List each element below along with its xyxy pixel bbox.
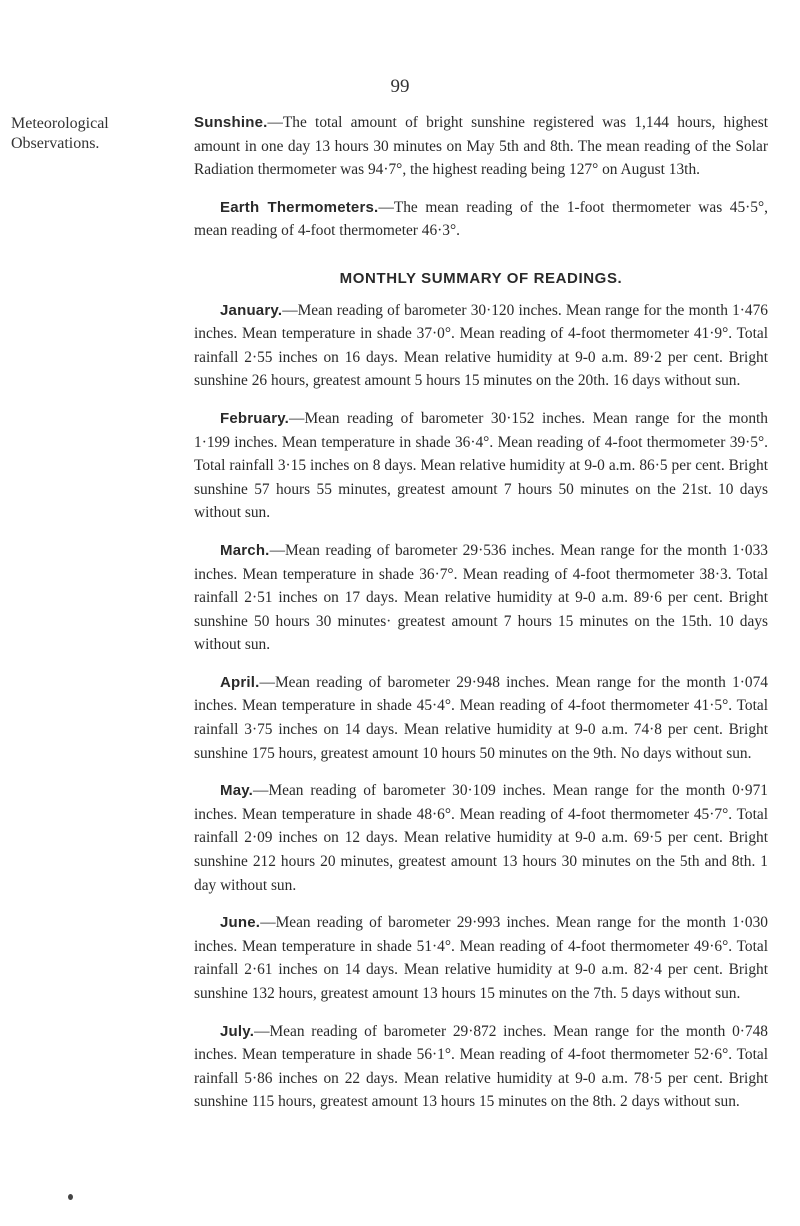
month-paragraph-may <box>194 779 768 897</box>
ink-dot <box>68 1194 73 1200</box>
month-heading: February. <box>220 409 290 427</box>
earth-thermometers-heading: Earth Thermometers. <box>220 198 379 216</box>
month-paragraph-july <box>194 1020 768 1114</box>
page-number: 99 <box>390 76 410 97</box>
month-text: —Mean reading of barometer 29·948 inches. Mean range for the month 1·074 inches. Mean temperature in shade 45·4°. Mean reading of 4-foot thermometer 41·5°. Total rainfall 3·75 inches on 14 days. Mean relative humidity at 9-0 a.m. 74·8 per cent. Bright sunshine 175 hours, greatest amount 10 hours 50 minutes on the 9th. No days without sun. <box>194 673 768 762</box>
month-paragraph-april <box>194 671 768 765</box>
month-text: —Mean reading of barometer 29·993 inches. Mean range for the month 1·030 inches. Mean temperature in shade 51·4°. Mean reading of 4-foot thermometer 49·6°. Total rainfall 2·61 inches on 14 days. Mean relative humidity at 9-0 a.m. 82·4 per cent. Bright sunshine 132 hours, greatest amount 13 hours 15 minutes on the 7th. 5 days without sun. <box>194 914 768 1002</box>
margin-note: Meteorological Observations. <box>11 115 109 152</box>
month-text: —Mean reading of barometer 29·536 inches. Mean range for the month 1·033 inches. Mean temperature in shade 36·7°. Mean reading of 4-foot thermometer 38·3. Total rainfall 2·51 inches on 17 days. Mean relative humidity at 9-0 a.m. 89·6 per cent. Bright sunshine 50 hours 30 minutes· greatest amount 7 hours 15 minutes on the 15th. 10 days without sun. <box>194 541 768 654</box>
month-heading: May. <box>220 782 254 800</box>
month-paragraph-january <box>194 299 768 393</box>
monthly-summary-title: MONTHLY SUMMARY OF READINGS. <box>339 269 623 287</box>
month-text: —Mean reading of barometer 29·872 inches. Mean range for the month 0·748 inches. Mean temperature in shade 56·1°. Mean reading of 4-foot thermometer 52·6°. Total rainfall 5·86 inches on 22 days. Mean relative humidity at 9-0 a.m. 78·5 per cent. Bright sunshine 115 hours, greatest amount 13 hours 15 minutes on the 8th. 2 days without sun. <box>194 1022 768 1111</box>
earth-thermometers-text: —The mean reading of the 1-foot thermometer was 45·5°, mean reading of 4-foot thermometer 46·3°. <box>194 198 769 240</box>
sunshine-heading: Sunshine. <box>194 114 268 131</box>
month-text: —Mean reading of barometer 30·109 inches. Mean range for the month 0·971 inches. Mean temperature in shade 48·6°. Mean reading of 4-foot thermometer 45·7°. Total rainfall 2·09 inches on 12 days. Mean relative humidity at 9-0 a.m. 69·5 per cent. Bright sunshine 212 hours 20 minutes, greatest amount 13 hours 30 minutes on the 5th and 8th. 1 day without sun. <box>194 782 768 894</box>
month-paragraph-february <box>194 407 768 525</box>
month-paragraph-march <box>194 539 768 657</box>
sunshine-text: —The total amount of bright sunshine registered was 1,144 hours, highest amount in one day 13 hours 30 minutes on May 5th and 8th. The mean reading of the Solar Radiation thermometer was 94·7°, the highest reading being 127° on August 13th. <box>194 114 768 179</box>
month-heading: April. <box>220 673 260 691</box>
earth-thermometers-paragraph <box>194 196 768 243</box>
month-heading: July. <box>220 1022 255 1040</box>
month-heading: March. <box>220 541 270 559</box>
month-text: —Mean reading of barometer 30·120 inches. Mean range for the month 1·476 inches. Mean temperature in shade 37·0°. Mean reading of 4-foot thermometer 41·9°. Total rainfall 2·55 inches on 16 days. Mean relative humidity at 9-0 a.m. 89·2 per cent. Bright sunshine 26 hours, greatest amount 5 hours 15 minutes on the 20th. 16 days without sun. <box>194 301 768 390</box>
month-paragraph-june <box>194 911 768 1005</box>
month-text: —Mean reading of barometer 30·152 inches. Mean range for the month 1·199 inches. Mean temperature in shade 36·4°. Mean reading of 4-foot thermometer 39·5°. Total rainfall 3·15 inches on 8 days. Mean relative humidity at 9-0 a.m. 86·5 per cent. Bright sunshine 57 hours 55 minutes, greatest amount 7 hours 50 minutes on the 21st. 10 days without sun. <box>194 409 768 522</box>
month-heading: June. <box>220 914 261 932</box>
page-body <box>194 111 768 1128</box>
month-heading: January. <box>220 301 283 319</box>
sunshine-paragraph <box>194 111 768 182</box>
